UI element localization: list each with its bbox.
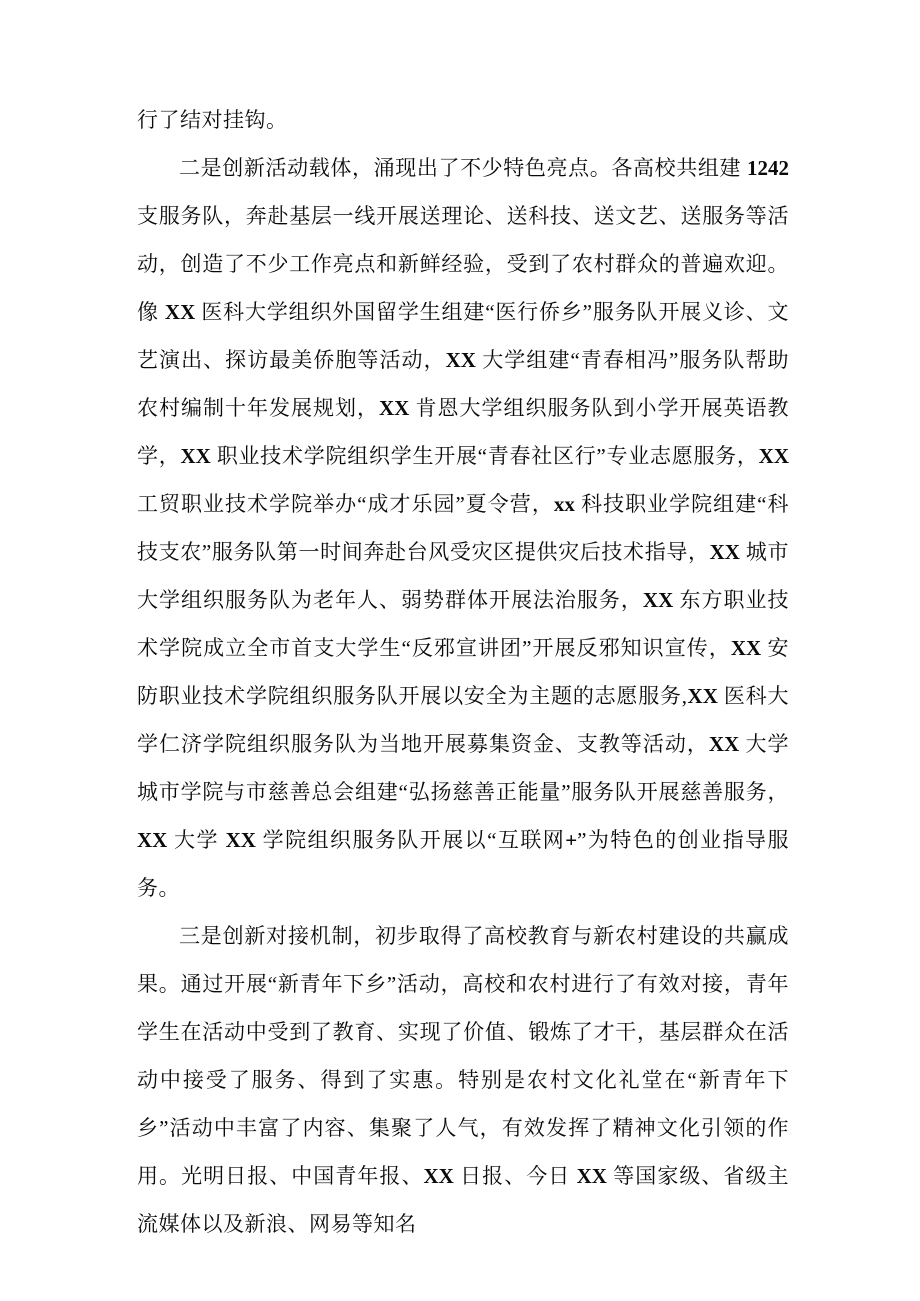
paragraph-point-three: 三是创新对接机制，初步取得了高校教育与新农村建设的共赢成果。通过开展“新青年下乡”活动，高校和农村进行了有效对接，青年学生在活动中受到了教育、实现了价值、锻炼了才干，基层群众在活动中接受了服务、得到了实惠。特别是农村文化礼堂在“新青年下乡”活动中丰富了内容、集聚了人气，有效发挥了精神文化引领的作用。光明日报、中国青年报、XX 日报、今日 XX 等国家级、省级主流媒体以及新浪、网易等知名	[137, 924, 790, 1236]
paragraph-point-two: 二是创新活动载体，涌现出了不少特色亮点。各高校共组建 1242 支服务队，奔赴基层一线开展送理论、送科技、送文艺、送服务等活动，创造了不少工作亮点和新鲜经验，受到了农村群众的普遍欢迎。像 XX 医科大学组织外国留学生组建“医行侨乡”服务队开展义诊、文艺演出、探访最美侨胞等活动，XX 大学组建“青春相冯”服务队帮助农村编制十年发展规划，XX 肯恩大学组织服务队到小学开展英语教学，XX 职业技术学院组织学生开展“青春社区行”专业志愿服务，XX 工贸职业技术学院举办“成才乐园”夏令营，xx 科技职业学院组建“科技支农”服务队第一时间奔赴台风受灾区提供灾后技术指导，XX 城市大学组织服务队为老年人、弱势群体开展法治服务，XX 东方职业技术学院成立全市首支大学生“反邪宣讲团”开展反邪知识宣传，XX 安防职业技术学院组织服务队开展以安全为主题的志愿服务,XX 医科大学仁济学院组织服务队为当地开展募集资金、支教等活动，XX 大学城市学院与市慈善总会组建“弘扬慈善正能量”服务队开展慈善服务，XX 大学 XX 学院组织服务队开展以“互联网+”为特色的创业指导服务。	[137, 156, 790, 900]
paragraph-continuation: 行了结对挂钩。	[137, 108, 288, 132]
document-body	[137, 96, 789, 1248]
